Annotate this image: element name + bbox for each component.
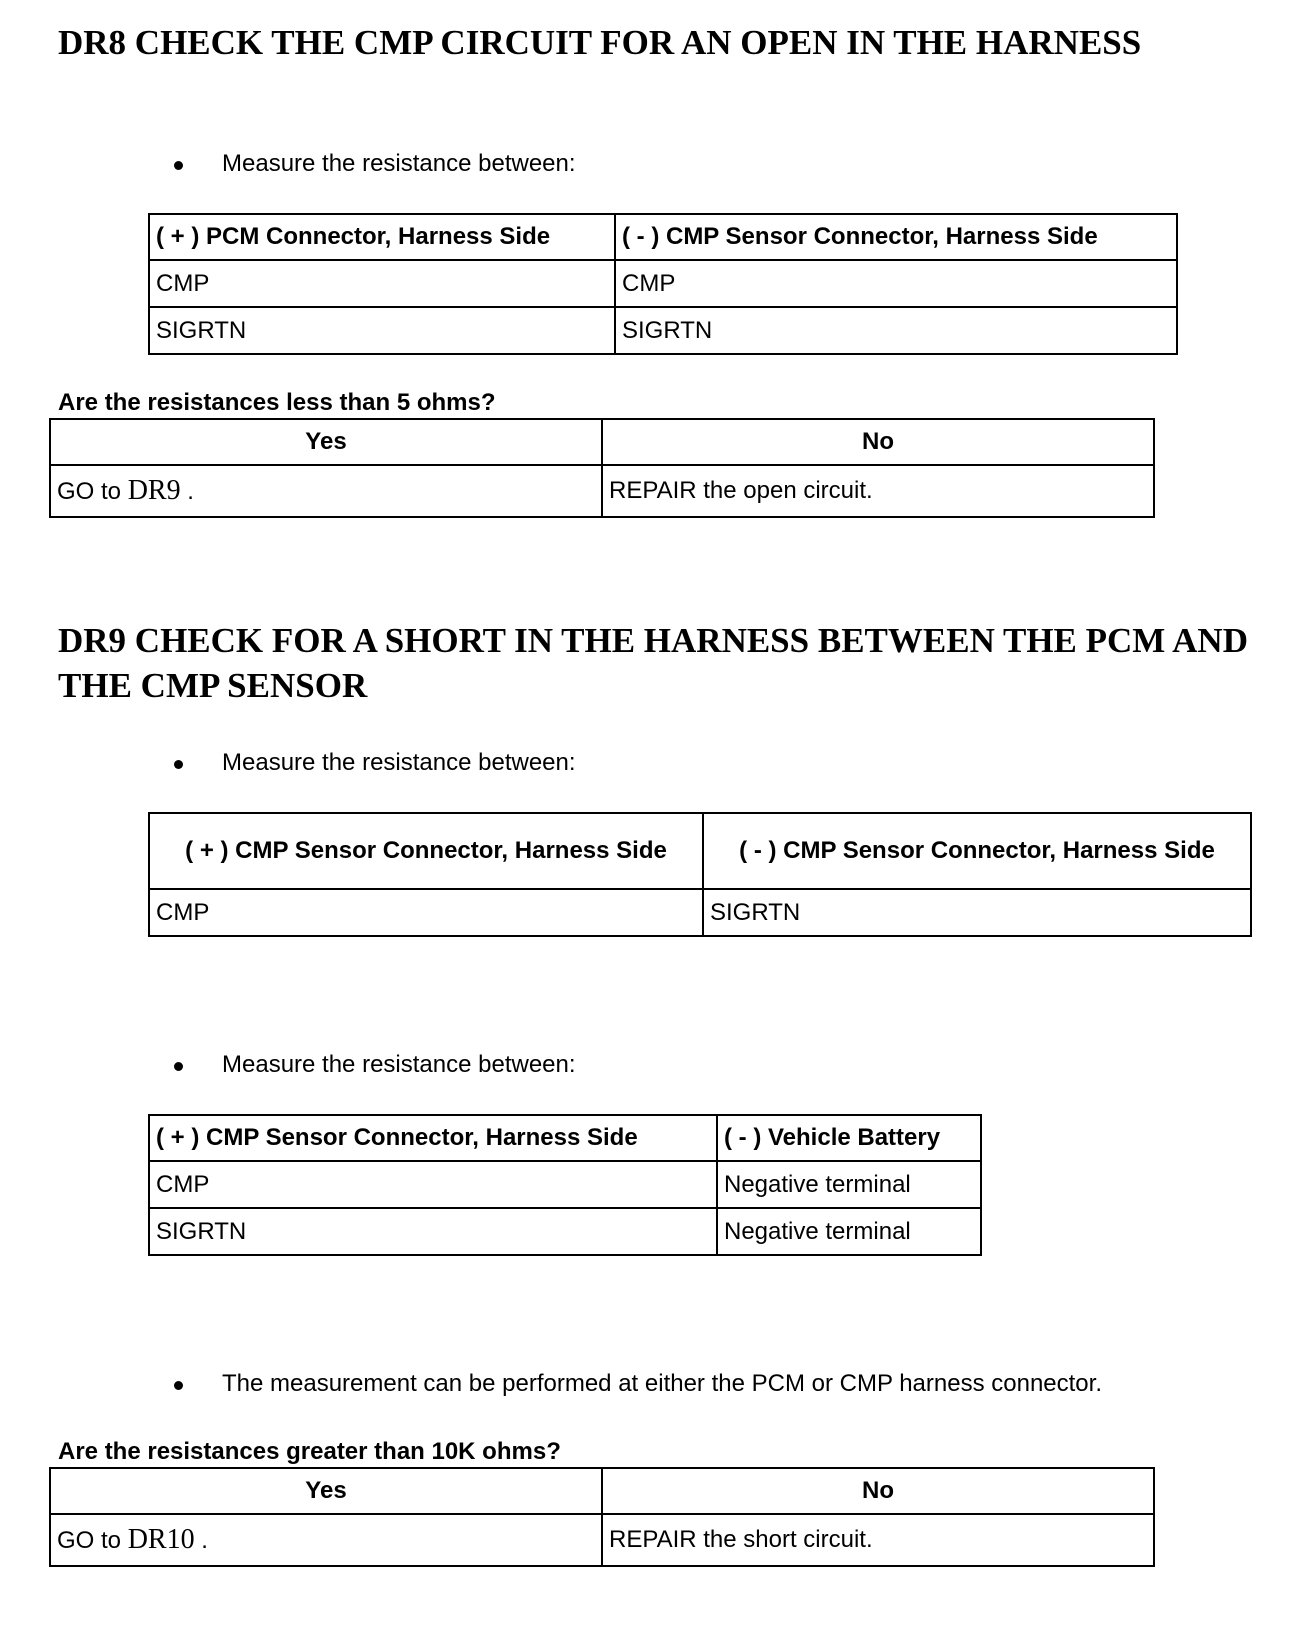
dr9-bullet-2-text: Measure the resistance between: [222,1051,576,1078]
no-action: REPAIR the open circuit. [602,465,1154,517]
dr9-link[interactable]: DR9 [127,475,181,506]
table-header: ( + ) CMP Sensor Connector, Harness Side [149,813,703,889]
table-row [149,260,1177,307]
dr8-question: Are the resistances less than 5 ohms? [58,389,496,416]
table-row [149,1208,981,1255]
table-header: ( - ) Vehicle Battery [717,1115,981,1161]
bullet-icon [174,1381,183,1390]
table-header-row [149,813,1251,889]
yes-action [50,465,602,517]
no-header: No [602,1468,1154,1514]
table-cell: SIGRTN [149,307,615,354]
dr9-bullet-1-text: Measure the resistance between: [222,749,576,776]
table-cell: CMP [149,260,615,307]
table-cell: Negative terminal [717,1208,981,1255]
go-to-text: GO to [57,1527,122,1554]
table-header-row [149,1115,981,1161]
bullet-icon [174,1062,183,1071]
dr8-measure-table [148,213,1178,355]
table-header-row [50,1468,1154,1514]
period: . [187,478,194,505]
table-header: ( - ) CMP Sensor Connector, Harness Side [615,214,1177,260]
dr8-bullet-text: Measure the resistance between: [222,150,576,177]
dr8-answer-table [49,418,1155,518]
table-header-row [149,214,1177,260]
table-cell: SIGRTN [149,1208,717,1255]
dr9-measure-table-1 [148,812,1252,937]
bullet-icon [174,760,183,769]
dr8-heading: DR8 CHECK THE CMP CIRCUIT FOR AN OPEN IN THE HARNESS [58,23,1142,62]
dr9-bullet-3-text: The measurement can be performed at either the PCM or CMP harness connector. [222,1370,1102,1397]
table-row [149,1161,981,1208]
bullet-icon [174,161,183,170]
yes-header: Yes [50,1468,602,1514]
table-row [149,307,1177,354]
table-row [149,889,1251,936]
dr9-heading: DR9 CHECK FOR A SHORT IN THE HARNESS BETWEEN THE PCM AND THE CMP SENSOR [58,621,1248,705]
no-header: No [602,419,1154,465]
table-header: ( - ) CMP Sensor Connector, Harness Side [703,813,1251,889]
table-header-row [50,419,1154,465]
table-cell: SIGRTN [703,889,1251,936]
dr9-measure-table-2 [148,1114,982,1256]
dr9-answer-table [49,1467,1155,1567]
yes-action [50,1514,602,1566]
table-cell: CMP [149,1161,717,1208]
table-cell: SIGRTN [615,307,1177,354]
dr10-link[interactable]: DR10 [127,1524,195,1555]
table-cell: CMP [149,889,703,936]
table-row [50,465,1154,517]
dr9-question: Are the resistances greater than 10K ohms? [58,1438,561,1465]
yes-header: Yes [50,419,602,465]
table-cell: CMP [615,260,1177,307]
table-header: ( + ) PCM Connector, Harness Side [149,214,615,260]
table-header: ( + ) CMP Sensor Connector, Harness Side [149,1115,717,1161]
no-action: REPAIR the short circuit. [602,1514,1154,1566]
go-to-text: GO to [57,478,122,505]
period: . [201,1527,208,1554]
table-row [50,1514,1154,1566]
table-cell: Negative terminal [717,1161,981,1208]
